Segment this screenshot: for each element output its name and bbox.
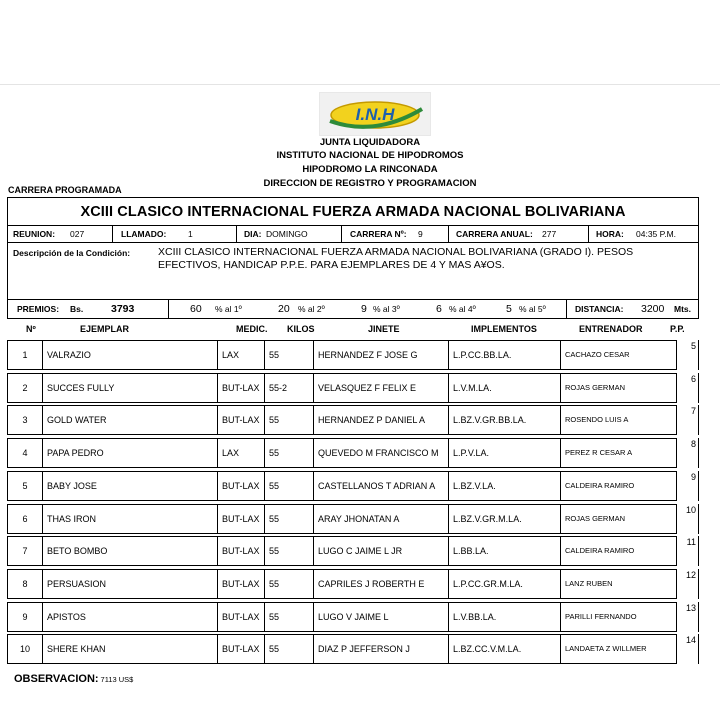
cell-kilos: 55 — [264, 569, 314, 599]
cell-num: 10 — [7, 634, 43, 664]
cell-kilos: 55 — [264, 438, 314, 468]
pp-value: 12 — [685, 569, 696, 580]
cell-medic: BUT-LAX — [217, 569, 265, 599]
pp-value: 13 — [685, 602, 696, 613]
cell-num: 8 — [7, 569, 43, 599]
prize-4-label: % al 4º — [449, 304, 476, 314]
cell-num: 5 — [7, 471, 43, 501]
cell-pp — [676, 405, 699, 435]
condition-text: XCIII CLASICO INTERNACIONAL FUERZA ARMADA NACIONAL BOLIVARIANA (GRADO I). PESOS EFECTIVOS, HANDICAP P.P.E. PARA EJEMPLARES DE 4 Y MAS A¥OS. — [158, 246, 634, 271]
cell-ejemplar: APISTOS — [42, 602, 218, 632]
cell-entrenador: CALDEIRA RAMIRO — [560, 471, 677, 501]
cell-num: 9 — [7, 602, 43, 632]
cell-entrenador: LANZ RUBEN — [560, 569, 677, 599]
inh-logo — [319, 92, 431, 136]
cell-ejemplar: SUCCES FULLY — [42, 373, 218, 403]
cell-medic: LAX — [217, 438, 265, 468]
observacion-value: 7113 US$ — [100, 675, 134, 684]
premios-currency: Bs. — [70, 304, 84, 314]
pp-value: 11 — [686, 537, 696, 548]
cell-ejemplar: BABY JOSE — [42, 471, 218, 501]
dia-label: DIA: — [244, 229, 262, 239]
pp-value: 7 — [690, 406, 696, 417]
cell-num: 6 — [7, 504, 43, 534]
dia-value: DOMINGO — [266, 229, 308, 239]
cell-implementos: L.BZ.V.GR.M.LA. — [448, 504, 561, 534]
hora-label: HORA: — [596, 229, 624, 239]
observacion-label: OBSERVACION: — [14, 673, 99, 685]
table-row — [7, 569, 699, 599]
cell-ejemplar: PAPA PEDRO — [42, 438, 218, 468]
condition-label: Descripción de la Condición: — [13, 248, 131, 258]
cell-kilos: 55 — [264, 405, 314, 435]
cell-kilos: 55 — [264, 340, 314, 370]
prize-3-percent: 9 — [361, 303, 367, 315]
cell-ejemplar: SHERE KHAN — [42, 634, 218, 664]
pp-value: 8 — [690, 439, 696, 450]
cell-kilos: 55-2 — [264, 373, 314, 403]
cell-jinete: QUEVEDO M FRANCISCO M — [313, 438, 449, 468]
cell-ejemplar: THAS IRON — [42, 504, 218, 534]
prize-1-label: % al 1º — [215, 304, 242, 314]
cell-medic: BUT-LAX — [217, 373, 265, 403]
table-row — [7, 373, 699, 403]
logo-text: I.N.H — [355, 105, 395, 124]
header-line-2: INSTITUTO NACIONAL DE HIPODROMOS — [276, 150, 464, 161]
cell-implementos: L.BZ.CC.V.M.LA. — [448, 634, 561, 664]
prize-2-percent: 20 — [278, 303, 290, 315]
pp-value: 14 — [685, 635, 696, 646]
cell-implementos: L.V.M.LA. — [448, 373, 561, 403]
cell-medic: BUT-LAX — [217, 536, 265, 566]
table-row — [7, 602, 699, 632]
cell-implementos: L.V.BB.LA. — [448, 602, 561, 632]
col-entrenador: ENTRENADOR — [579, 324, 643, 334]
cell-entrenador: LANDAETA Z WILLMER — [560, 634, 677, 664]
cell-pp — [676, 634, 699, 664]
cell-pp — [676, 536, 699, 566]
pp-value: 9 — [690, 471, 696, 482]
cell-jinete: CAPRILES J ROBERTH E — [313, 569, 449, 599]
cell-medic: LAX — [217, 340, 265, 370]
cell-medic: BUT-LAX — [217, 471, 265, 501]
cell-pp — [676, 569, 699, 599]
cell-entrenador: ROJAS GERMAN — [560, 504, 677, 534]
distancia-label: DISTANCIA: — [575, 304, 624, 314]
prize-1-percent: 60 — [190, 303, 202, 315]
cell-pp — [676, 340, 699, 370]
pp-value: 5 — [690, 341, 696, 351]
cell-pp — [676, 602, 699, 632]
cell-jinete: ARAY JHONATAN A — [313, 504, 449, 534]
cell-jinete: LUGO C JAIME L JR — [313, 536, 449, 566]
llamado-label: LLAMADO: — [121, 229, 167, 239]
prize-3-label: % al 3º — [373, 304, 400, 314]
header-line-4: DIRECCION DE REGISTRO Y PROGRAMACION — [263, 178, 477, 189]
col-num: Nº — [26, 324, 36, 334]
cell-entrenador: ROJAS GERMAN — [560, 373, 677, 403]
cell-ejemplar: BETO BOMBO — [42, 536, 218, 566]
cell-jinete: VELASQUEZ F FELIX E — [313, 373, 449, 403]
prizes-row — [7, 299, 699, 319]
table-row — [7, 405, 699, 435]
cell-jinete: HERNANDEZ P DANIEL A — [313, 405, 449, 435]
observacion — [14, 673, 133, 685]
llamado-value: 1 — [188, 229, 193, 239]
cell-jinete: CASTELLANOS T ADRIAN A — [313, 471, 449, 501]
cell-num: 4 — [7, 438, 43, 468]
cell-ejemplar: PERSUASION — [42, 569, 218, 599]
prize-5-label: % al 5º — [519, 304, 546, 314]
cell-implementos: L.P.CC.GR.M.LA. — [448, 569, 561, 599]
header-line-3: HIPODROMO LA RINCONADA — [302, 164, 438, 175]
cell-medic: BUT-LAX — [217, 405, 265, 435]
cell-kilos: 55 — [264, 634, 314, 664]
table-row — [7, 340, 699, 370]
reunion-label: REUNION: — [13, 229, 56, 239]
reunion-value: 027 — [70, 229, 85, 239]
cell-num: 1 — [7, 340, 43, 370]
prize-4-percent: 6 — [436, 303, 442, 315]
cell-num: 2 — [7, 373, 43, 403]
premios-label: PREMIOS: — [17, 304, 60, 314]
table-row — [7, 536, 699, 566]
cell-jinete: LUGO V JAIME L — [313, 602, 449, 632]
hora-value: 04:35 P.M. — [636, 229, 677, 239]
col-jinete: JINETE — [368, 324, 400, 334]
col-ejemplar: EJEMPLAR — [80, 324, 130, 334]
prize-2-label: % al 2º — [298, 304, 325, 314]
table-row — [7, 504, 699, 534]
cell-medic: BUT-LAX — [217, 602, 265, 632]
cell-entrenador: PEREZ R CESAR A — [560, 438, 677, 468]
cell-kilos: 55 — [264, 504, 314, 534]
cell-num: 3 — [7, 405, 43, 435]
col-medic: MEDIC. — [236, 324, 268, 334]
premios-amount: 3793 — [111, 303, 135, 315]
carrera-programada-label: CARRERA PROGRAMADA — [8, 185, 122, 195]
carrera-label: CARRERA Nº: — [350, 229, 407, 239]
cell-implementos: L.P.V.LA. — [448, 438, 561, 468]
col-pp: P.P. — [670, 324, 685, 334]
cell-entrenador: CALDEIRA RAMIRO — [560, 536, 677, 566]
race-info-row — [7, 225, 699, 243]
cell-pp — [676, 373, 699, 403]
table-row — [7, 471, 699, 501]
distancia-unit: Mts. — [674, 304, 691, 314]
cell-medic: BUT-LAX — [217, 504, 265, 534]
prize-5-percent: 5 — [506, 303, 512, 315]
cell-kilos: 55 — [264, 471, 314, 501]
pp-value: 10 — [685, 504, 696, 515]
top-divider — [0, 84, 720, 85]
col-implementos: IMPLEMENTOS — [471, 324, 537, 334]
header-line-1: JUNTA LIQUIDADORA — [319, 137, 421, 148]
table-row — [7, 438, 699, 468]
cell-jinete: DIAZ P JEFFERSON J — [313, 634, 449, 664]
cell-entrenador: CACHAZO CESAR — [560, 340, 677, 370]
cell-kilos: 55 — [264, 536, 314, 566]
carrera-value: 9 — [418, 229, 423, 239]
carrera-anual-value: 277 — [542, 229, 557, 239]
cell-ejemplar: GOLD WATER — [42, 405, 218, 435]
cell-pp — [676, 438, 699, 468]
cell-implementos: L.BB.LA. — [448, 536, 561, 566]
cell-kilos: 55 — [264, 602, 314, 632]
race-title: XCIII CLASICO INTERNACIONAL FUERZA ARMADA NACIONAL BOLIVARIANA — [7, 197, 699, 226]
condition-box — [7, 242, 699, 300]
cell-jinete: HERNANDEZ F JOSE G — [313, 340, 449, 370]
blank-top-area — [0, 0, 720, 84]
cell-pp — [676, 471, 699, 501]
pp-value: 6 — [690, 373, 696, 384]
cell-entrenador: PARILLI FERNANDO — [560, 602, 677, 632]
cell-entrenador: ROSENDO LUIS A — [560, 405, 677, 435]
table-row — [7, 634, 699, 664]
cell-pp — [676, 504, 699, 534]
carrera-anual-label: CARRERA ANUAL: — [456, 229, 533, 239]
cell-implementos: L.P.CC.BB.LA. — [448, 340, 561, 370]
distancia-value: 3200 — [641, 303, 665, 315]
cell-num: 7 — [7, 536, 43, 566]
cell-medic: BUT-LAX — [217, 634, 265, 664]
cell-implementos: L.BZ.V.LA. — [448, 471, 561, 501]
col-kilos: KILOS — [287, 324, 315, 334]
cell-implementos: L.BZ.V.GR.BB.LA. — [448, 405, 561, 435]
cell-ejemplar: VALRAZIO — [42, 340, 218, 370]
